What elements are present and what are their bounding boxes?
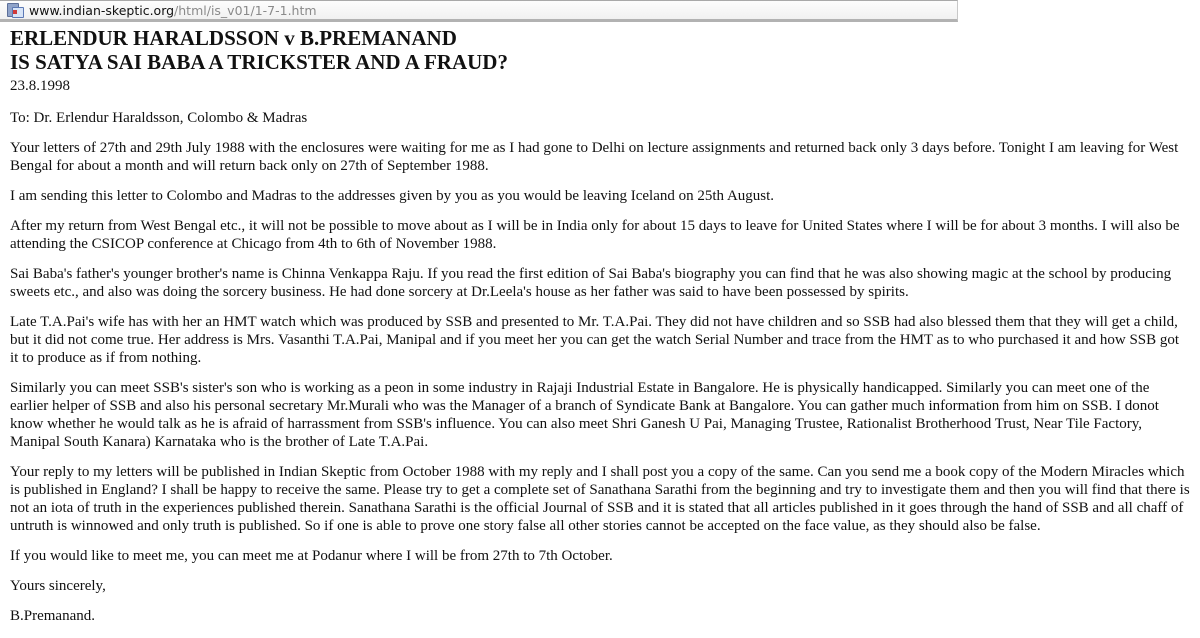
paragraph: Sai Baba's father's younger brother's name is Chinna Venkappa Raju. If you read the first edition of Sai Baba's biography you can find that he was also showing magic at the school by producing sweets etc., and also was doing the sorcery business. He had done sorcery at Dr.Leela's house as her father was said to have been possessed by spirits. (10, 266, 1172, 300)
paragraph: Your letters of 27th and 29th July 1988 with the enclosures were waiting for me as I had gone to Delhi on lecture assignments and returned back only 3 days before. Tonight I am leaving for West Bengal for about a month and will return back only on 27th of September 1988. (10, 140, 1179, 174)
letter-date: 23.8.1998 (10, 78, 70, 94)
paragraph: If you would like to meet me, you can meet me at Podanur where I will be from 27th to 7th October. (10, 548, 613, 564)
letter-recipient: To: Dr. Erlendur Haraldsson, Colombo & Madras (10, 110, 308, 126)
title-line-1: ERLENDUR HARALDSSON v B.PREMANAND (10, 26, 457, 50)
paragraph: Similarly you can meet SSB's sister's son who is working as a peon in some industry in Rajaji Industrial Estate in Bangalore. He is physically handicapped. Similarly you can meet one of the earlier helper of SSB and also his personal secretary Mr.Murali who was the Manager of a branch of Syndicate Bank at Bangalore. You can gather much information from him on SSB. I donot know whether he would talk as he is afraid of harrassment from SSB's influence. You can also meet Shri Ganesh U Pai, Managing Trustee, Rationalist Brotherhood Trust, Near Tile Factory, Manipal South Kanara) Karnataka who is the brother of Late T.A.Pai. (10, 380, 1159, 450)
letter-signature: B.Premanand. (10, 608, 95, 624)
paragraph: Your reply to my letters will be published in Indian Skeptic from October 1988 with my reply and I shall post you a copy of the same. Can you send me a book copy of the Modern Miracles which is published in England? I shall be happy to receive the same. Please try to get a complete set of Sanathana Sarathi from the beginning and try to investigate them and then you will find that there is not an iota of truth in the experiences published therein. Sanathana Sarathi is the official Journal of SSB and it is stated that all articles published in it goes through the hand of SSB and all chaff of untruth is winnowed and only truth is published. So if one is able to prove one story false all other stories cannot be accepted on the face value, as they should also be false. (10, 464, 1190, 534)
page-title (10, 26, 1190, 74)
title-line-2: IS SATYA SAI BABA A TRICKSTER AND A FRAUD? (10, 50, 508, 74)
letter-closing: Yours sincerely, (10, 578, 106, 594)
paragraph: I am sending this letter to Colombo and Madras to the addresses given by you as you would be leaving Iceland on 25th August. (10, 188, 775, 204)
paragraph: After my return from West Bengal etc., it will not be possible to move about as I will be in India only for about 15 days to leave for United States where I will be for about 3 months. I will also be attending the CSICOP conference at Chicago from 4th to 6th of November 1988. (10, 218, 1180, 252)
page-icon (7, 3, 23, 17)
url-domain: www.indian-skeptic.org (29, 2, 175, 18)
address-bar[interactable] (0, 0, 958, 22)
paragraph: Late T.A.Pai's wife has with her an HMT watch which was produced by SSB and presented to Mr. T.A.Pai. They did not have children and so SSB had also blessed them that they will get a child, but it did not come true. Her address is Mrs. Vasanthi T.A.Pai, Manipal and if you meet her you can get the watch Serial Number and trace from the HMT as to who purchased it and how SSB got it to produce as if from nothing. (10, 314, 1180, 366)
page-content (10, 26, 1190, 637)
url-path: /html/is_v01/1-7-1.htm (174, 2, 317, 18)
